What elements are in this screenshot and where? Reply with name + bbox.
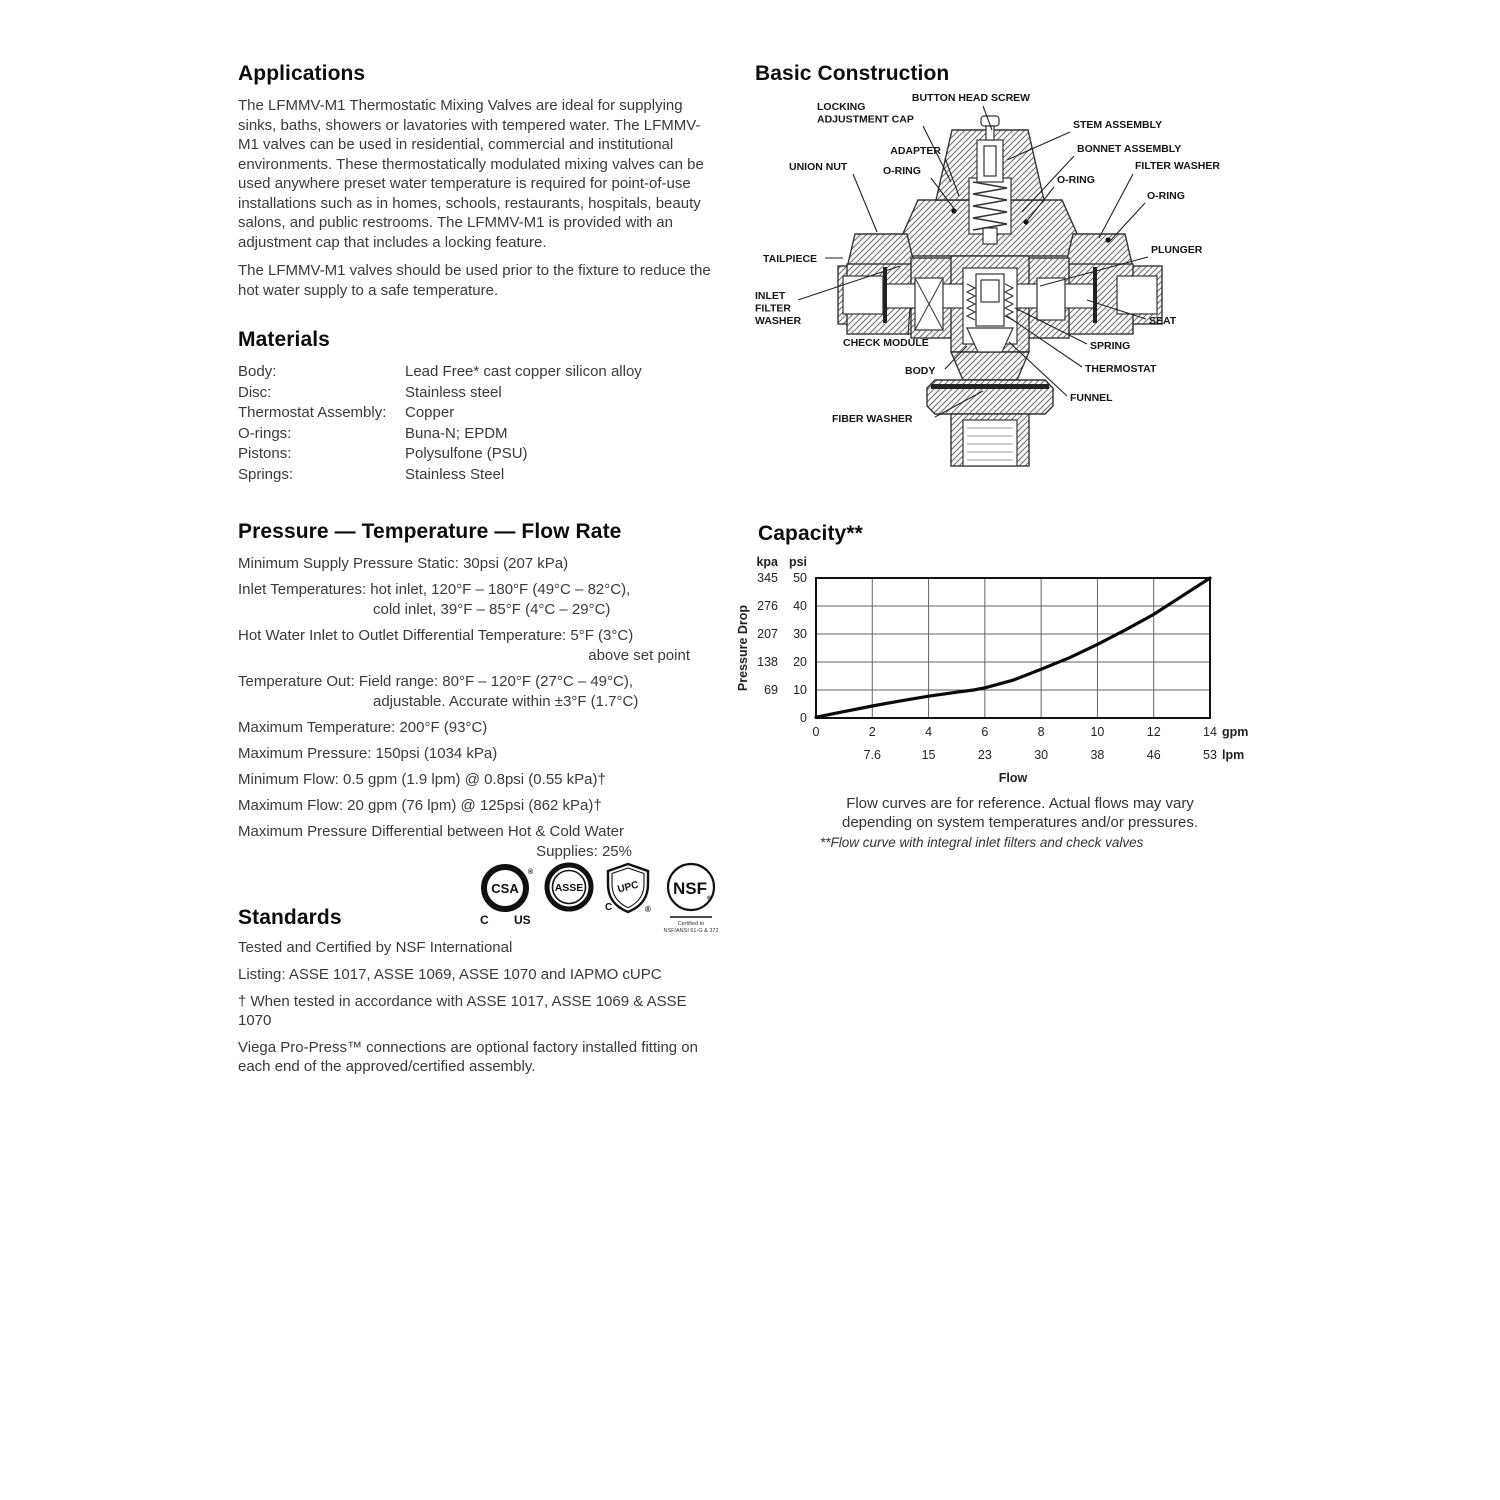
csa-sub-c: C: [480, 913, 489, 927]
spec-continuation: cold inlet, 39°F – 85°F (4°C – 29°C): [373, 601, 611, 618]
ptf-heading: Pressure — Temperature — Flow Rate: [238, 520, 622, 543]
diagram-label-o-ring-adapter: O-RING: [883, 165, 921, 177]
capacity-section: [735, 522, 1265, 850]
right-tailpiece-bore: [1117, 276, 1157, 314]
chart-footnote: **Flow curve with integral inlet filters and check valves: [820, 835, 1144, 850]
spec-item: [238, 672, 712, 712]
diagram-label-seat: SEAT: [1149, 315, 1177, 327]
spec-item: [238, 554, 712, 574]
capacity-heading: Capacity**: [758, 522, 863, 545]
left-tailpiece-bore: [843, 276, 883, 314]
chart-caption-line2: depending on system temperatures and/or pressures.: [841, 814, 1199, 831]
x-tick-gpm: 8: [1037, 725, 1045, 739]
x-tick-gpm: 12: [1146, 725, 1161, 739]
asse-certification-logo: [544, 862, 594, 912]
x-tick-gpm: 2: [868, 725, 876, 739]
csa-certification-logo: [478, 862, 534, 928]
spec-item: [238, 580, 712, 620]
materials-row: [238, 424, 712, 445]
standards-section: [238, 860, 720, 1084]
diagram-label-union-nut: UNION NUT: [789, 161, 848, 173]
standards-line: † When tested in accordance with ASSE 1017, ASSE 1069 & ASSE 1070: [238, 993, 687, 1029]
materials-row: [238, 403, 712, 424]
x-tick-lpm: 15: [921, 748, 936, 762]
material-label: Pistons:: [238, 445, 292, 462]
leader-line-o-ring-right: [1110, 203, 1145, 241]
material-value: Copper: [405, 404, 455, 421]
y-tick-kpa: 276: [757, 599, 778, 613]
nsf-certification-logo: [662, 862, 720, 936]
chart-caption: [735, 794, 1265, 832]
applications-section: [238, 62, 712, 309]
diagram-label-locking-adjustment-cap: LOCKING ADJUSTMENT CAP: [817, 101, 914, 126]
diagram-label-check-module: CHECK MODULE: [843, 337, 929, 349]
fiber-washer-shape: [931, 384, 1049, 389]
pressure-temperature-flow-section: [238, 520, 712, 868]
material-label: O-rings:: [238, 424, 292, 442]
x-tick-gpm: 10: [1090, 725, 1105, 739]
material-label: Disc:: [238, 383, 272, 401]
spec-continuation: Supplies: 25%: [536, 843, 632, 860]
basic-construction-section: [755, 62, 1260, 478]
csa-text: CSA: [491, 881, 519, 896]
diagram-label-inlet-filter-washer: INLET FILTER WASHER: [755, 290, 802, 327]
y-tick-kpa: 345: [757, 571, 778, 585]
thermostat-inner: [981, 280, 999, 302]
valve-cross-section-diagram: [755, 88, 1255, 478]
stem-inner: [984, 146, 996, 176]
diagram-label-tailpiece: TAILPIECE: [763, 253, 818, 265]
y-unit-psi: psi: [788, 555, 807, 569]
upc-text: UPC: [616, 879, 640, 896]
material-value: Buna-N; EPDM: [405, 424, 508, 442]
materials-section: [238, 328, 712, 485]
diagram-label-o-ring-bonnet: O-RING: [1057, 174, 1095, 186]
spec-continuation: adjustable. Accurate within ±3°F (1.7°C): [373, 693, 639, 710]
spec-text: Minimum Flow: 0.5 gpm (1.9 lpm) @ 0.8psi (0.55 kPa)†: [238, 771, 606, 788]
spec-text: Maximum Flow: 20 gpm (76 lpm) @ 125psi (862 kPa)†: [238, 797, 602, 814]
standards-list: [238, 938, 720, 1076]
applications-paragraph-1: The LFMMV-M1 Thermostatic Mixing Valves are ideal for supplying sinks, baths, showers or lavatories with tempered water. The LFMMV-M1 valves can be used in residential, commercial and institutional environments. These thermostatically modulated mixing valves can be used anywhere preset water temperature is required for point-of-use installations such as in homes, schools, restaurants, hospitals, beauty salons, and public restrooms. The LFMMV-M1 is provided with an adjustment cap that includes a locking feature.: [238, 97, 704, 251]
diagram-label-spring: SPRING: [1090, 340, 1131, 352]
nsf-text: NSF: [673, 879, 707, 898]
spec-text: Hot Water Inlet to Outlet Differential Temperature: 5°F (3°C): [238, 627, 634, 644]
csa-registered-mark: ®: [528, 869, 534, 876]
y-tick-kpa: 69: [764, 683, 778, 697]
materials-row: [238, 383, 712, 404]
flow-curve: [816, 578, 1210, 717]
material-value: Lead Free* cast copper silicon alloy: [405, 363, 642, 380]
standards-line: Listing: ASSE 1017, ASSE 1069, ASSE 1070 and IAPMO cUPC: [238, 966, 662, 983]
x-unit-gpm: gpm: [1222, 725, 1249, 739]
spec-item: [238, 822, 712, 862]
y-tick-psi: 10: [793, 683, 807, 697]
chart-ylabel: Pressure Drop: [736, 604, 750, 692]
plunger-shape: [1037, 278, 1065, 320]
left-union-nut-top: [847, 234, 915, 268]
applications-heading: Applications: [238, 62, 366, 85]
spec-text: Temperature Out: Field range: 80°F – 120°F (27°C – 49°C),: [238, 673, 634, 690]
diagram-label-button-head-screw: BUTTON HEAD SCREW: [911, 92, 1031, 104]
stem-foot: [983, 228, 997, 244]
right-filter-washer-shape: [1093, 267, 1097, 323]
y-tick-psi: 50: [793, 571, 807, 585]
diagram-label-thermostat: THERMOSTAT: [1085, 363, 1157, 375]
body-taper-shape: [951, 352, 1029, 380]
right-union-nut-top: [1065, 234, 1133, 268]
x-tick-gpm: 0: [812, 725, 820, 739]
x-tick-gpm: 6: [981, 725, 989, 739]
diagram-label-fiber-washer: FIBER WASHER: [832, 413, 913, 425]
y-tick-kpa: 207: [757, 627, 778, 641]
construction-heading: Basic Construction: [755, 62, 950, 85]
o-ring-dot: [1105, 237, 1110, 242]
applications-paragraph-2: The LFMMV-M1 valves should be used prior to the fixture to reduce the hot water supply to a safe temperature.: [238, 262, 711, 299]
y-tick-psi: 40: [793, 599, 807, 613]
material-label: Body:: [238, 363, 277, 380]
cupc-certification-logo: [604, 862, 652, 914]
spec-item: [238, 718, 712, 738]
spec-text: Maximum Temperature: 200°F (93°C): [238, 719, 488, 736]
x-tick-lpm: 23: [977, 748, 992, 762]
nsf-standard-numbers: NSF/ANSI 61-G & 372: [663, 928, 719, 934]
materials-row: [238, 444, 712, 465]
material-value: Stainless Steel: [405, 465, 505, 483]
plot-frame: [816, 578, 1210, 718]
diagram-label-o-ring-right: O-RING: [1147, 190, 1185, 202]
spec-text: Maximum Pressure: 150psi (1034 kPa): [238, 745, 498, 762]
diagram-label-adapter: ADAPTER: [890, 145, 941, 157]
x-tick-gpm: 4: [925, 725, 933, 739]
material-value: Polysulfone (PSU): [405, 445, 528, 462]
upc-registered-mark: ®: [645, 905, 651, 914]
spec-item: [238, 770, 712, 790]
material-label: Springs:: [238, 465, 294, 483]
spec-item: [238, 626, 712, 666]
spec-text: Inlet Temperatures: hot inlet, 120°F – 180°F (49°C – 82°C),: [238, 581, 631, 598]
x-tick-gpm: 14: [1203, 725, 1217, 739]
y-unit-kpa: kpa: [756, 555, 778, 569]
spec-text: Maximum Pressure Differential between Hot & Cold Water: [238, 823, 624, 840]
material-value: Stainless steel: [405, 383, 502, 401]
diagram-label-stem-assembly: STEM ASSEMBLY: [1073, 119, 1163, 131]
x-tick-lpm: 53: [1203, 748, 1217, 762]
material-label: Thermostat Assembly:: [238, 404, 387, 421]
materials-row: [238, 465, 712, 486]
y-tick-psi: 30: [793, 627, 807, 641]
standards-line: Viega Pro-Press™ connections are optional factory installed fitting on each end of the approved/certified assembly.: [238, 1039, 698, 1075]
diagram-label-funnel: FUNNEL: [1070, 392, 1113, 404]
x-tick-lpm: 38: [1090, 748, 1105, 762]
capacity-chart: [735, 550, 1265, 792]
y-tick-psi: 0: [800, 711, 807, 725]
standards-line: Tested and Certified by NSF International: [238, 939, 513, 956]
x-tick-lpm: 46: [1146, 748, 1161, 762]
upc-sub-c: C: [605, 902, 613, 913]
diagram-label-bonnet-assembly: BONNET ASSEMBLY: [1077, 143, 1182, 155]
outlet-bore: [963, 420, 1017, 466]
chart-caption-line1: Flow curves are for reference. Actual flows may vary: [846, 795, 1194, 812]
y-tick-kpa: 138: [757, 655, 778, 669]
asse-text: ASSE: [554, 882, 584, 894]
diagram-label-filter-washer: FILTER WASHER: [1135, 160, 1220, 172]
materials-heading: Materials: [238, 328, 330, 351]
nsf-certified-to: Certified to: [677, 921, 705, 927]
chart-xlabel: Flow: [998, 771, 1028, 785]
csa-sub-us: US: [514, 913, 531, 927]
materials-row: [238, 362, 712, 383]
x-tick-lpm: 30: [1034, 748, 1049, 762]
spec-list: [238, 554, 712, 862]
certification-badges: [478, 862, 720, 936]
x-unit-lpm: lpm: [1222, 748, 1245, 762]
materials-table: [238, 362, 712, 485]
diagram-label-plunger: PLUNGER: [1151, 244, 1203, 256]
spec-item: [238, 796, 712, 816]
nsf-registered-mark: ®: [707, 896, 712, 902]
screw-shank: [986, 126, 994, 140]
spec-continuation: above set point: [588, 647, 690, 664]
diagram-label-body: BODY: [905, 365, 936, 377]
standards-heading: Standards: [238, 906, 342, 929]
spec-text: Minimum Supply Pressure Static: 30psi (207 kPa): [238, 555, 569, 572]
leader-line-union-nut: [853, 174, 877, 232]
inlet-filter-washer-shape: [883, 267, 887, 323]
y-tick-psi: 20: [793, 655, 807, 669]
x-tick-lpm: 7.6: [863, 748, 881, 762]
leader-line-filter-washer: [1099, 174, 1133, 238]
spec-item: [238, 744, 712, 764]
